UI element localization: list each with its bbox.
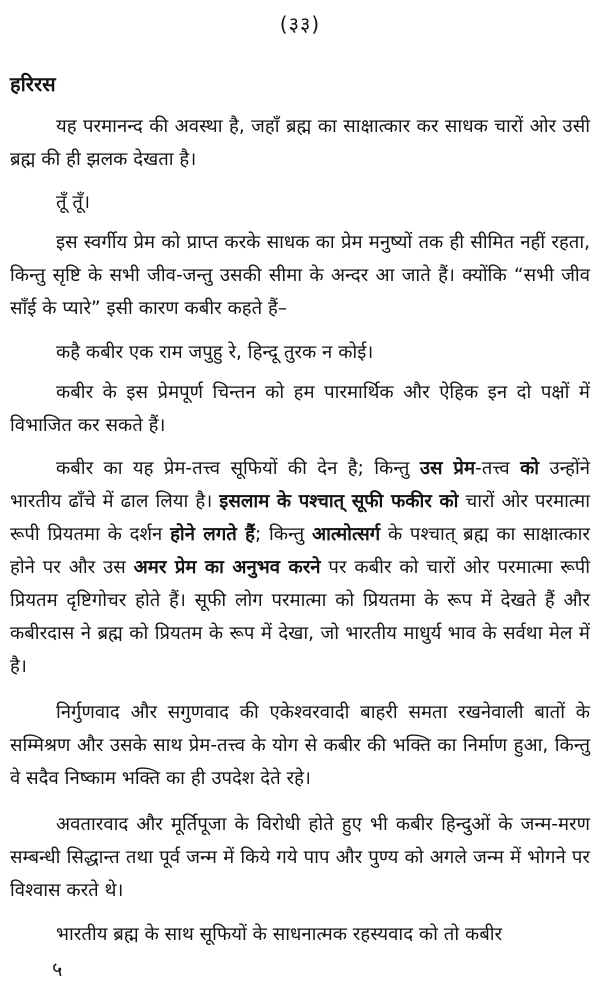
paragraph-2: तूँ तूँ। [56, 192, 90, 213]
paragraph-6-bold: आत्मोत्सर्ग [312, 524, 381, 545]
paragraph-6-bold: उस प्रेम [419, 458, 476, 479]
paragraph-6 [10, 452, 590, 683]
paragraph-6-text: उन्होंने भारतीय ढाँचे में ढाल लिया है। [10, 458, 590, 512]
paragraph-5: कबीर के इस प्रेमपूर्ण चिन्तन को हम पारमार्थिक और ऐहिक इन दो पक्षों में विभाजित कर सकते हैं। [10, 382, 590, 436]
paragraph-8: अवतारवाद और मूर्तिपूजा के विरोधी होते हुए भी कबीर हिन्दुओं के जन्म-मरण सम्बन्धी सिद्धान्त तथा पूर्व जन्म में किये गये पाप और पुण्य को अगले जन्म में भोगने पर विश्वास करते थे। [10, 814, 590, 901]
paragraph-4: कहै कबीर एक राम जपुहु रे, हिन्दू तुरक न कोई। [56, 342, 374, 363]
paragraph-7: निर्गुणवाद और सगुणवाद की एकेश्वरवादी बाहरी समता रखनेवाली बातों के सम्मिश्रण और उसके साथ प्रेम-तत्त्व के योग से कबीर की भक्ति का निर्माण हुआ, किन्तु वे सदैव निष्काम भक्ति का ही उपदेश देते रहे। [10, 702, 590, 789]
paragraph-6-text: -तत्त्व [475, 458, 521, 479]
paragraph-6-bold: अमर प्रेम का अनुभव करने [133, 557, 321, 578]
page-number: (३३) [279, 12, 321, 36]
paragraph-6-text: चारों ओर परमात्मा रूपी प्रियतमा के दर्शन [10, 491, 590, 545]
signature-mark: ५ [52, 957, 63, 981]
paragraph-3: इस स्वर्गीय प्रेम को प्राप्त करके साधक का प्रेम मनुष्यों तक ही सीमित नहीं रहता, किन्तु सृष्टि के सभी जीव-जन्तु उसकी सीमा के अन्दर आ जाते हैं। क्योंकि “सभी जीव साँई के प्यारे” इसी कारण कबीर कहते हैं– [10, 232, 590, 319]
paragraph-9: भारतीय ब्रह्म के साथ सूफियों के साधनात्मक रहस्यवाद को तो कबीर [56, 924, 503, 945]
paragraph-6-bold: होने लगते हैं [170, 524, 255, 545]
paragraph-6-text: के पश्चात् ब्रह्म का साक्षात्कार होने पर और उस [10, 524, 590, 578]
paragraph-6-text: पर कबीर को चारों ओर परमात्मा रूपी प्रियतम दृष्टिगोचर होते हैं। सूफी लोग परमात्मा को प्रियतमा के रूप में देखते हैं और कबीरदास ने ब्रह्म को प्रियतम के रूप में देखा, जो भारतीय माधुर्य भाव के सर्वथा मेल में है। [10, 557, 591, 677]
paragraph-1: यह परमानन्द की अवस्था है, जहाँ ब्रह्म का साक्षात्कार कर साधक चारों ओर उसी ब्रह्म की ही झलक देखता है। [10, 116, 590, 170]
paragraph-6-bold: इसलाम के पश्चात् सूफी फकीर को [219, 491, 459, 512]
paragraph-6-bold: को [520, 458, 540, 479]
section-heading: हरिरस [10, 72, 56, 96]
paragraph-6-text: कबीर का यह प्रेम-तत्त्व सूफियों की देन है; किन्तु [56, 458, 420, 479]
paragraph-6-text: ; किन्तु [254, 524, 312, 545]
